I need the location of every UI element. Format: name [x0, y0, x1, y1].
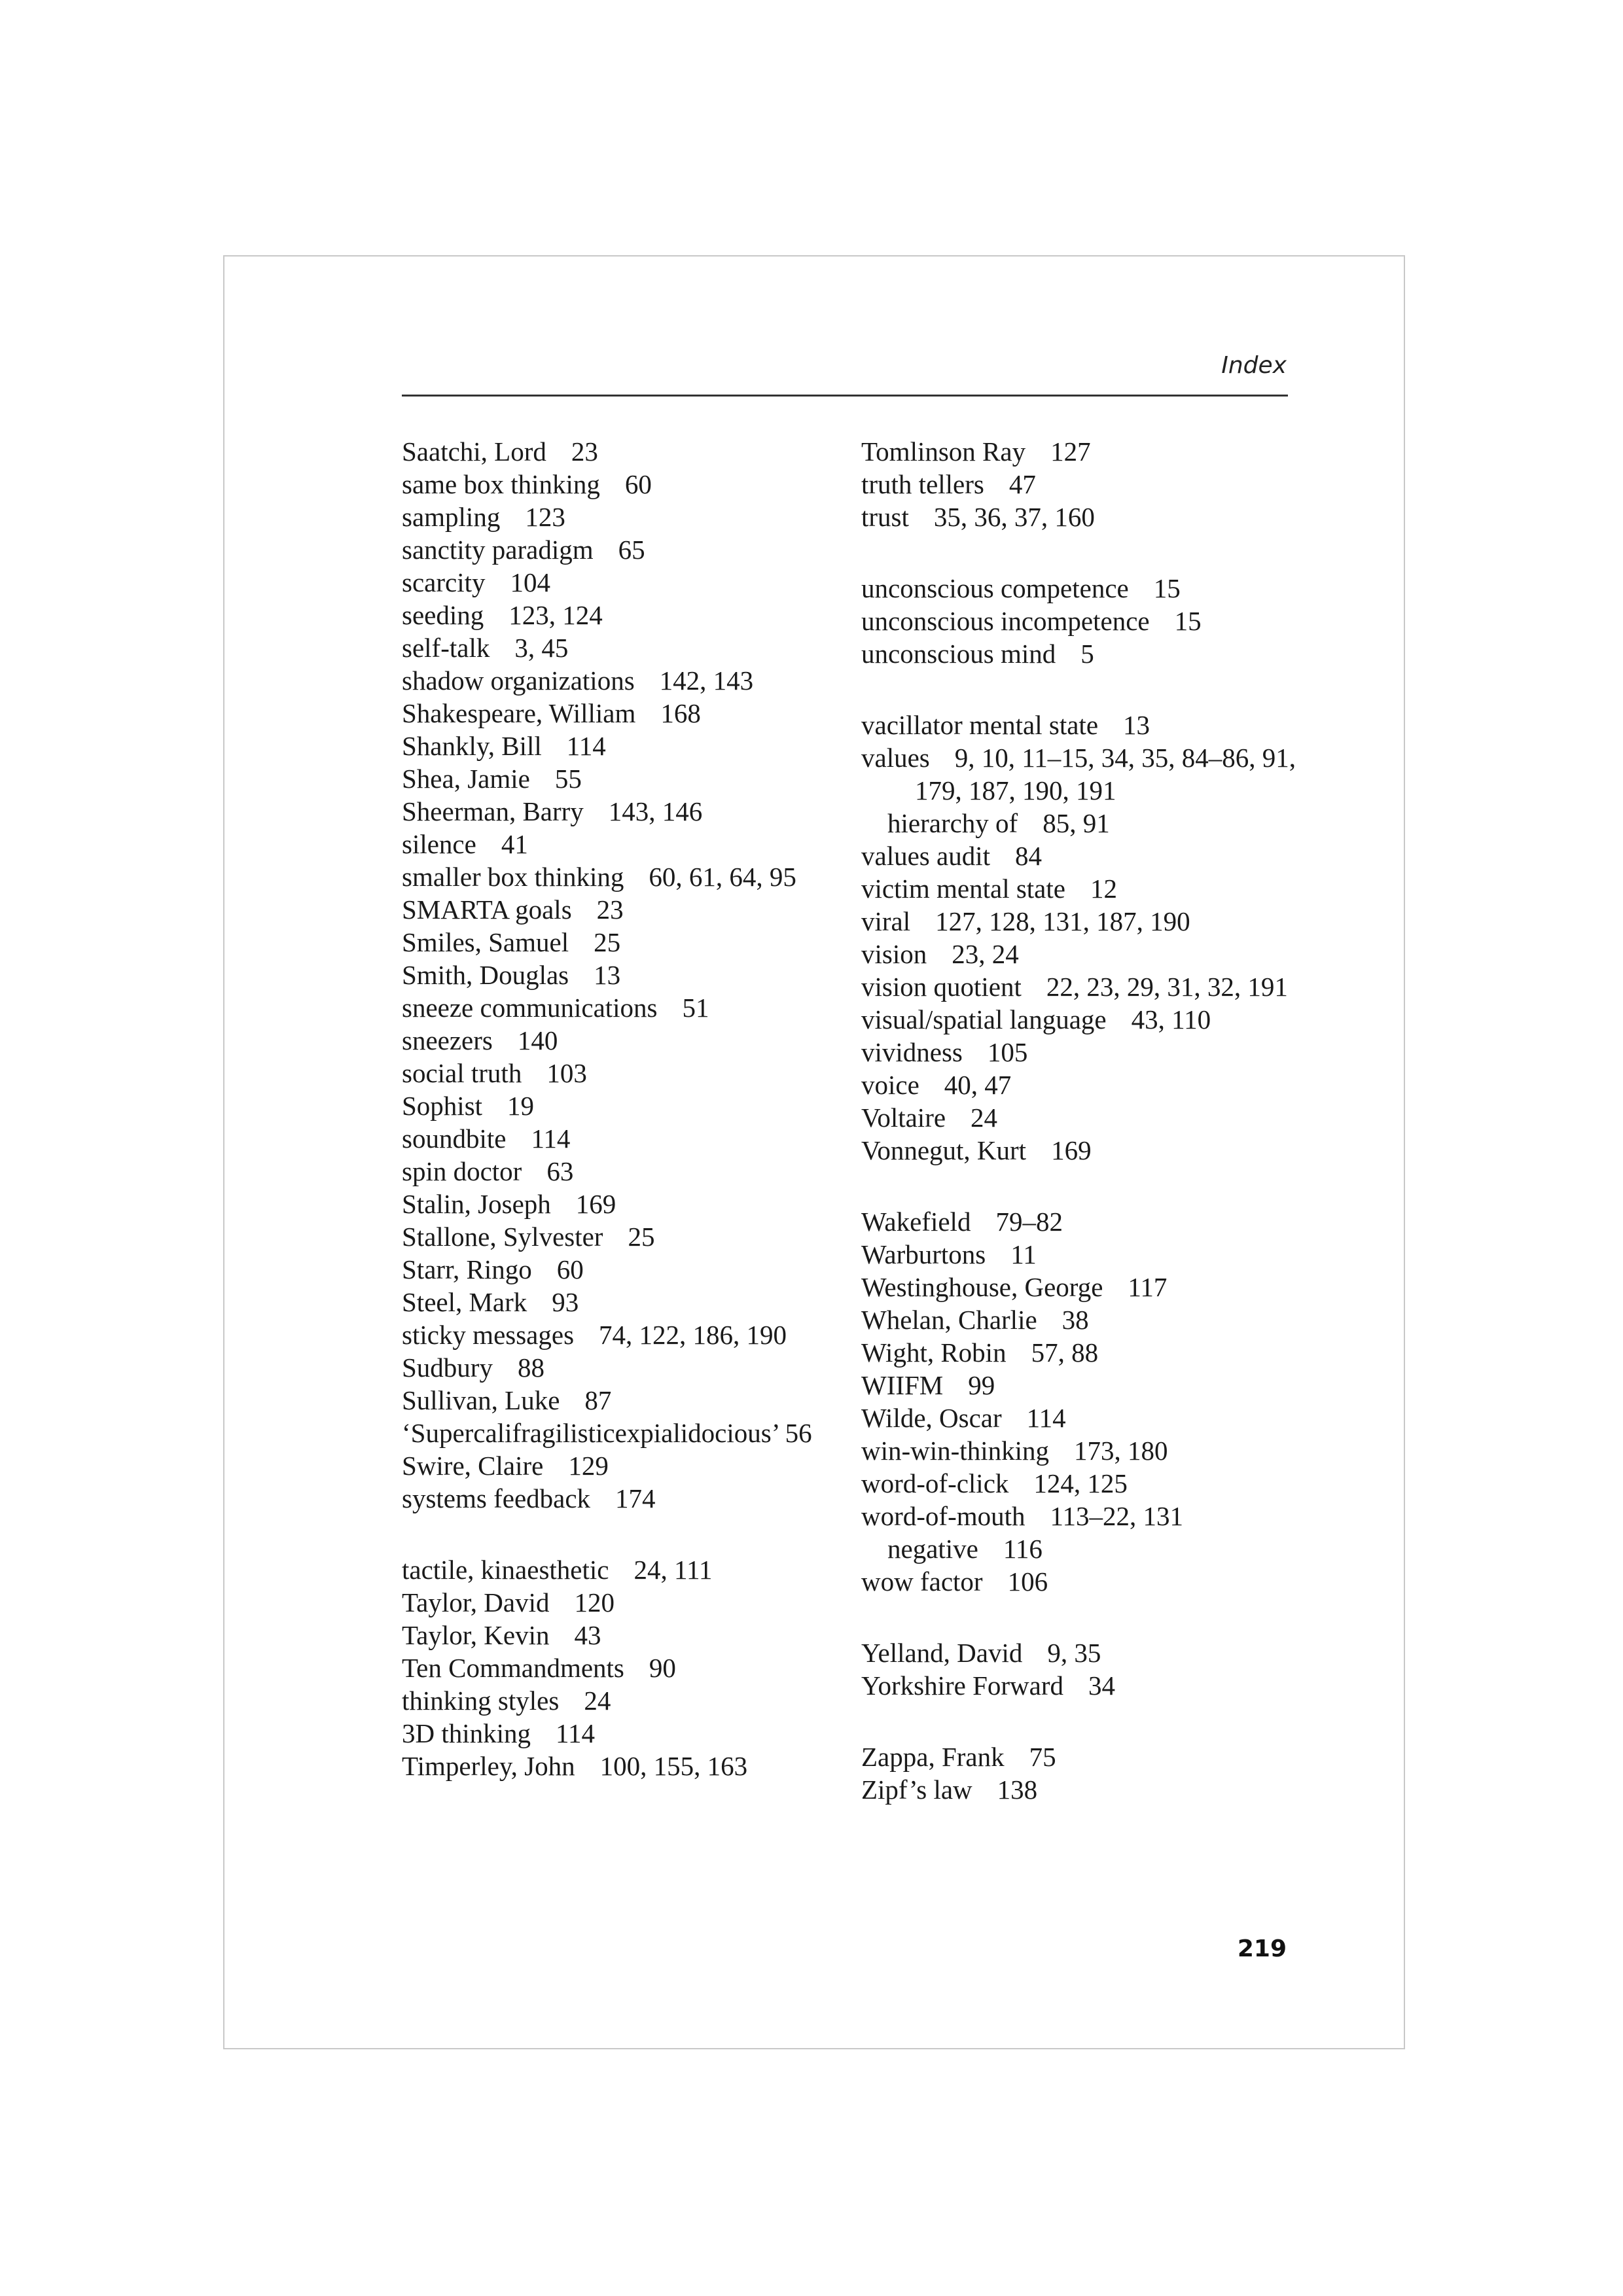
index-entry: [861, 1402, 1306, 1434]
index-pages: 123, 124: [508, 600, 603, 630]
index-entry: [861, 637, 1306, 670]
index-entry: [402, 533, 827, 566]
index-entry: [402, 762, 827, 795]
index-term: systems feedback: [402, 1483, 591, 1513]
index-term: shadow organizations: [402, 665, 635, 696]
index-entry: [861, 1101, 1306, 1134]
index-pages: 120: [574, 1587, 615, 1617]
index-term: Taylor, David: [402, 1587, 550, 1617]
index-pages: 114: [566, 731, 606, 761]
index-pages: 24: [971, 1103, 998, 1133]
index-term: vision quotient: [861, 972, 1022, 1002]
index-pages: 93: [552, 1287, 579, 1317]
index-entry: [402, 1188, 827, 1220]
index-entry: [861, 709, 1306, 741]
index-pages: 169: [1051, 1135, 1092, 1165]
section-gap: [861, 1702, 1306, 1740]
index-entry: [402, 435, 827, 468]
index-term: WIIFM: [861, 1370, 944, 1400]
index-entry: [402, 1651, 827, 1684]
header-rule: [402, 395, 1288, 397]
index-term: values: [861, 743, 930, 773]
index-entry: [861, 501, 1306, 533]
index-term: silence: [402, 829, 476, 859]
index-term: unconscious incompetence: [861, 606, 1150, 636]
index-subentry: [861, 807, 1306, 839]
index-term: win-win-thinking: [861, 1436, 1049, 1466]
index-pages: 25: [594, 927, 621, 957]
index-entry: [402, 1717, 827, 1750]
index-entry: [861, 1271, 1306, 1303]
index-pages: 173, 180: [1073, 1436, 1168, 1466]
index-pages: 11: [1010, 1239, 1037, 1269]
index-term: Starr, Ringo: [402, 1254, 532, 1284]
index-entry: [402, 697, 827, 730]
index-entry: [861, 1036, 1306, 1069]
index-term: victim mental state: [861, 874, 1065, 904]
index-pages: 47: [1008, 469, 1036, 499]
index-pages: 35, 36, 37, 160: [933, 502, 1095, 532]
index-pages: 63: [546, 1156, 574, 1186]
index-entry: [861, 1134, 1306, 1167]
index-term: vividness: [861, 1037, 963, 1067]
index-pages-continued: 56: [785, 1418, 812, 1448]
index-term: vision: [861, 939, 927, 969]
index-term: values audit: [861, 841, 990, 871]
index-pages: 84: [1014, 841, 1042, 871]
index-entry: [861, 1205, 1306, 1238]
index-pages: 143, 146: [608, 796, 703, 826]
index-entry: [861, 1636, 1306, 1669]
index-pages: 140: [517, 1025, 558, 1055]
index-entry: [402, 631, 827, 664]
index-pages: 116: [1003, 1534, 1043, 1564]
index-pages: 41: [501, 829, 528, 859]
index-entry: [861, 1434, 1306, 1467]
index-pages: 100, 155, 163: [599, 1751, 748, 1781]
index-term: Vonnegut, Kurt: [861, 1135, 1027, 1165]
index-pages: 79–82: [995, 1207, 1063, 1237]
index-pages-continued: 91, 179, 187, 190, 191: [915, 743, 1296, 805]
index-pages: 3, 45: [514, 633, 569, 663]
index-pages: 114: [1026, 1403, 1066, 1433]
index-entry: [402, 1057, 827, 1089]
index-entry: [402, 1684, 827, 1717]
index-pages: 87: [584, 1385, 612, 1415]
index-pages: 142, 143: [659, 665, 754, 696]
index-term: Smith, Douglas: [402, 960, 569, 990]
index-term: Sudbury: [402, 1352, 493, 1383]
index-pages: 25: [628, 1222, 655, 1252]
index-entry: [861, 741, 1306, 807]
index-term: SMARTA goals: [402, 894, 572, 925]
index-term: Shakespeare, William: [402, 698, 636, 728]
index-pages: 9, 10, 11–15, 34, 35, 84–86,: [954, 743, 1256, 773]
index-term: Wilde, Oscar: [861, 1403, 1002, 1433]
index-pages: 40, 47: [944, 1070, 1012, 1100]
index-entry: [861, 1369, 1306, 1402]
index-pages: 12: [1090, 874, 1117, 904]
index-subentry: [861, 1532, 1306, 1565]
index-entry: [861, 1303, 1306, 1336]
index-column-right: [861, 435, 1306, 1806]
index-entry: [402, 1449, 827, 1482]
index-term: negative: [887, 1534, 978, 1564]
index-entry: [402, 1619, 827, 1651]
index-pages: 15: [1153, 573, 1181, 603]
index-pages: 168: [660, 698, 701, 728]
index-pages: 129: [568, 1451, 609, 1481]
index-column-left: [402, 435, 827, 1782]
index-term: viral: [861, 906, 911, 936]
index-term: seeding: [402, 600, 484, 630]
index-pages: 43, 110: [1131, 1004, 1211, 1034]
section-gap: [861, 1598, 1306, 1636]
index-pages: 88: [517, 1352, 544, 1383]
index-pages: 127: [1050, 436, 1091, 467]
index-term: Stallone, Sylvester: [402, 1222, 603, 1252]
index-pages: 43: [574, 1620, 601, 1650]
index-term: word-of-click: [861, 1468, 1009, 1498]
index-term: unconscious competence: [861, 573, 1129, 603]
index-pages: 55: [554, 764, 582, 794]
index-entry: [861, 1500, 1306, 1532]
index-entry: [861, 872, 1306, 905]
index-term: sneezers: [402, 1025, 493, 1055]
index-entry: [861, 1773, 1306, 1806]
index-pages: 169: [575, 1189, 616, 1219]
index-entry: [402, 1155, 827, 1188]
index-term: trust: [861, 502, 909, 532]
index-term: scarcity: [402, 567, 486, 597]
index-pages: 124, 125: [1033, 1468, 1128, 1498]
index-pages: 23, 24: [952, 939, 1019, 969]
index-entry: [402, 860, 827, 893]
index-entry: [861, 1238, 1306, 1271]
index-entry: [402, 599, 827, 631]
index-entry: [402, 566, 827, 599]
index-entry: [861, 1740, 1306, 1773]
index-entry: [402, 1024, 827, 1057]
index-entry: [402, 1586, 827, 1619]
index-entry: [402, 926, 827, 959]
index-term: Zappa, Frank: [861, 1742, 1005, 1772]
section-gap: [861, 533, 1306, 572]
index-pages: 24, 111: [633, 1555, 713, 1585]
index-pages: 99: [968, 1370, 995, 1400]
index-term: Sophist: [402, 1091, 483, 1121]
index-pages: 51: [682, 993, 709, 1023]
index-entry: [402, 795, 827, 828]
index-term: Shea, Jamie: [402, 764, 530, 794]
index-pages: 57, 88: [1031, 1337, 1099, 1368]
index-entry: [861, 1467, 1306, 1500]
index-pages: 174: [615, 1483, 656, 1513]
index-entry: [402, 1482, 827, 1515]
index-pages: 113–22, 131: [1050, 1501, 1183, 1531]
index-term: wow factor: [861, 1566, 983, 1597]
index-entry: [402, 664, 827, 697]
index-entry: [402, 959, 827, 991]
index-term: visual/spatial language: [861, 1004, 1107, 1034]
index-pages-continued: 95: [769, 862, 796, 892]
index-term: spin doctor: [402, 1156, 522, 1186]
index-entry: [402, 1351, 827, 1384]
index-entry: [861, 938, 1306, 970]
index-term: word-of-mouth: [861, 1501, 1026, 1531]
index-term: Wight, Robin: [861, 1337, 1007, 1368]
index-pages: 9, 35: [1047, 1638, 1101, 1668]
index-pages: 22, 23, 29, 31, 32,: [1046, 972, 1241, 1002]
index-entry: [402, 1286, 827, 1318]
index-term: social truth: [402, 1058, 522, 1088]
section-gap: [861, 670, 1306, 709]
index-pages: 85, 91: [1043, 808, 1110, 838]
index-entry: [861, 435, 1306, 468]
index-pages: 60: [624, 469, 652, 499]
index-term: thinking styles: [402, 1686, 560, 1716]
index-pages: 104: [510, 567, 550, 597]
index-entry: [861, 1669, 1306, 1702]
index-pages: 15: [1174, 606, 1202, 636]
index-pages: 65: [618, 535, 645, 565]
index-term: tactile, kinaesthetic: [402, 1555, 609, 1585]
index-term: hierarchy of: [887, 808, 1018, 838]
index-entry: [402, 893, 827, 926]
index-pages: 90: [649, 1653, 676, 1683]
index-pages: 103: [546, 1058, 587, 1088]
index-pages: 106: [1007, 1566, 1048, 1597]
page-number: 219: [1237, 1935, 1287, 1962]
index-term: Stalin, Joseph: [402, 1189, 551, 1219]
section-gap: [861, 1167, 1306, 1205]
index-term: Warburtons: [861, 1239, 986, 1269]
index-pages: 60, 61, 64,: [649, 862, 763, 892]
index-entry: [861, 1565, 1306, 1598]
index-pages: 117: [1128, 1272, 1168, 1302]
index-pages: 24: [584, 1686, 611, 1716]
index-entry: [402, 501, 827, 533]
index-pages: 23: [596, 894, 624, 925]
index-term: 3D thinking: [402, 1718, 531, 1748]
index-pages: 127, 128, 131, 187, 190: [935, 906, 1190, 936]
index-term: self-talk: [402, 633, 490, 663]
index-entry: [861, 905, 1306, 938]
index-term: Taylor, Kevin: [402, 1620, 550, 1650]
index-term: sneeze communications: [402, 993, 658, 1023]
index-entry: [402, 1750, 827, 1782]
index-entry: [861, 839, 1306, 872]
index-pages: 5: [1080, 639, 1094, 669]
index-term: voice: [861, 1070, 919, 1100]
index-pages: 13: [1123, 710, 1150, 740]
index-term: Ten Commandments: [402, 1653, 624, 1683]
index-entry: [402, 1089, 827, 1122]
index-pages: 74, 122, 186, 190: [599, 1320, 787, 1350]
index-term: Tomlinson Ray: [861, 436, 1026, 467]
index-term: Westinghouse, George: [861, 1272, 1103, 1302]
index-term: truth tellers: [861, 469, 984, 499]
index-pages: 123: [525, 502, 565, 532]
index-pages: 34: [1088, 1670, 1116, 1701]
index-term: vacillator mental state: [861, 710, 1099, 740]
index-pages: 38: [1061, 1305, 1089, 1335]
index-entry: [402, 1318, 827, 1351]
index-entry: [402, 730, 827, 762]
index-pages: 105: [987, 1037, 1028, 1067]
index-entry: [402, 991, 827, 1024]
index-pages: 60: [556, 1254, 584, 1284]
index-entry: [402, 1384, 827, 1417]
index-entry: [861, 468, 1306, 501]
index-entry: [402, 828, 827, 860]
index-pages: 19: [507, 1091, 535, 1121]
index-pages: 114: [556, 1718, 596, 1748]
index-term: unconscious mind: [861, 639, 1056, 669]
index-entry: [402, 468, 827, 501]
index-term: sticky messages: [402, 1320, 575, 1350]
index-term: Saatchi, Lord: [402, 436, 546, 467]
index-term: Timperley, John: [402, 1751, 575, 1781]
index-pages: 114: [531, 1123, 571, 1154]
index-term: Swire, Claire: [402, 1451, 544, 1481]
index-term: Wakefield: [861, 1207, 971, 1237]
index-term: Steel, Mark: [402, 1287, 527, 1317]
index-pages: 75: [1029, 1742, 1056, 1772]
index-term: Yelland, David: [861, 1638, 1023, 1668]
index-term: Smiles, Samuel: [402, 927, 569, 957]
running-head: Index: [1221, 352, 1287, 379]
index-term: Yorkshire Forward: [861, 1670, 1064, 1701]
index-term: Shankly, Bill: [402, 731, 542, 761]
index-term: Sheerman, Barry: [402, 796, 584, 826]
index-term: same box thinking: [402, 469, 600, 499]
index-term: Sullivan, Luke: [402, 1385, 560, 1415]
index-term: ‘Supercalifragilisticexpialidocious’: [402, 1418, 779, 1448]
index-entry: [402, 1417, 827, 1449]
index-entry: [402, 1253, 827, 1286]
index-pages: 23: [571, 436, 598, 467]
index-term: smaller box thinking: [402, 862, 624, 892]
index-entry: [402, 1553, 827, 1586]
index-pages: 13: [594, 960, 621, 990]
index-entry: [861, 1069, 1306, 1101]
index-entry: [861, 1003, 1306, 1036]
index-entry: [402, 1220, 827, 1253]
index-term: Whelan, Charlie: [861, 1305, 1037, 1335]
index-term: Voltaire: [861, 1103, 946, 1133]
index-entry: [861, 605, 1306, 637]
index-pages: 138: [997, 1775, 1038, 1805]
index-term: soundbite: [402, 1123, 507, 1154]
index-entry: [402, 1122, 827, 1155]
index-term: sampling: [402, 502, 501, 532]
index-pages-continued: 191: [1247, 972, 1288, 1002]
index-entry: [861, 572, 1306, 605]
section-gap: [402, 1515, 827, 1553]
index-term: Zipf’s law: [861, 1775, 972, 1805]
index-entry: [861, 970, 1306, 1003]
index-entry: [861, 1336, 1306, 1369]
index-term: sanctity paradigm: [402, 535, 594, 565]
